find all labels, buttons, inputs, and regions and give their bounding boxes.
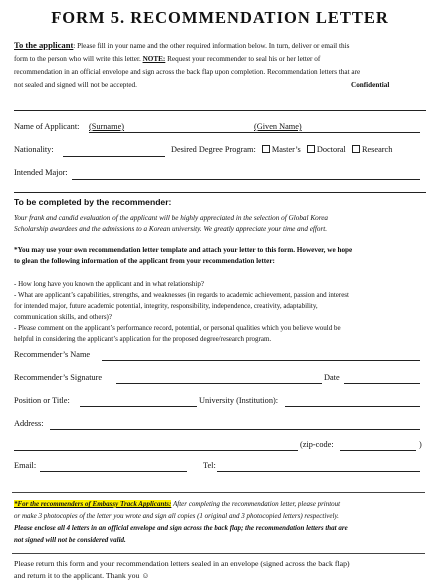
list-item: - How long have you known the applicant and in what relationship? xyxy=(14,280,204,288)
date-label: Date xyxy=(324,373,340,382)
university-field[interactable] xyxy=(285,406,420,407)
doctoral-checkbox[interactable] xyxy=(307,145,315,153)
applicant-name-label: Name of Applicant: xyxy=(14,122,80,131)
zip-code-label: (zip-code: xyxy=(300,440,334,449)
email-field[interactable] xyxy=(40,471,187,472)
closing-line2: and return it to the applicant. Thank you ☺ xyxy=(14,571,150,580)
address-field-line1[interactable] xyxy=(50,429,420,430)
applicant-text-line2: form to the person who will write this letter. xyxy=(14,55,143,63)
embassy-track-highlight: *For the recommenders of Embassy Track Applicants: xyxy=(14,500,172,508)
applicant-instructions xyxy=(14,39,426,92)
recommender-intro xyxy=(14,213,426,235)
applicant-text-line1: : Please fill in your name and the other required information below. In turn, deliver or email this xyxy=(73,42,350,50)
position-label: Position or Title: xyxy=(14,396,70,405)
date-field[interactable] xyxy=(344,383,420,384)
masters-checkbox[interactable] xyxy=(262,145,270,153)
recommender-signature-label: Recommender’s Signature xyxy=(14,373,103,382)
doctoral-option-label: Doctoral xyxy=(316,145,346,154)
list-item: communication skills, and others)? xyxy=(14,313,112,321)
research-checkbox[interactable] xyxy=(352,145,360,153)
note-label: NOTE: xyxy=(142,55,166,63)
embassy-line2: or make 3 photocopies of the letter you wrote and sign all copies (1 original and 3 photocopied letters) respectively. xyxy=(14,512,339,520)
recommender-signature-field[interactable] xyxy=(116,383,322,384)
form-title: FORM 5. RECOMMENDATION LETTER xyxy=(51,8,389,27)
position-field[interactable] xyxy=(80,406,197,407)
template-note xyxy=(14,245,426,267)
address-field-line2[interactable] xyxy=(14,450,298,451)
recommender-name-field[interactable] xyxy=(102,360,420,361)
zip-code-close: ) xyxy=(419,440,422,449)
closing-text xyxy=(14,558,426,582)
confidential-label: Confidential xyxy=(351,81,390,89)
divider xyxy=(14,110,426,111)
email-label: Email: xyxy=(14,461,37,470)
list-item: - What are applicant’s capabilities, strengths, and weaknesses (in regards to academic achievement, passion and interest xyxy=(14,291,349,299)
list-item: helpful in considering the applicant’s application for the proposed degree/research program. xyxy=(14,335,272,343)
applicant-text-line3: recommendation in an official envelope and sign across the back flap upon completion. Recommendation letters that are xyxy=(14,68,361,76)
intended-major-field[interactable] xyxy=(72,179,420,180)
intro-line2: Scholarship awardees and the admissions to a Korean university. We greatly appreciate your time and effort. xyxy=(14,225,328,233)
embassy-line3: Please enclose all 4 letters in an official envelope and sign across the back flap; the recommendation letters that are xyxy=(14,524,348,532)
template-note-line1: *You may use your own recommendation letter template and attach your letter to this form. However, we hope xyxy=(14,246,353,254)
nationality-label: Nationality: xyxy=(14,145,54,154)
applicant-heading: To the applicant xyxy=(14,40,74,50)
guidance-list xyxy=(14,279,426,345)
applicant-name-field[interactable] xyxy=(89,132,420,133)
applicant-text-line4: not sealed and signed will not be accepted. xyxy=(14,81,137,89)
recommender-heading: To be completed by the recommender: xyxy=(14,197,172,207)
intended-major-label: Intended Major: xyxy=(14,168,68,177)
template-note-line2: to glean the following information of the applicant from your recommendation letter: xyxy=(14,257,275,265)
nationality-field[interactable] xyxy=(63,156,165,157)
list-item: - Please comment on the applicant’s performance record, potential, or personal qualities which you believe would be xyxy=(14,324,341,332)
masters-option-label: Master’s xyxy=(271,145,301,154)
intro-line1: Your frank and candid evaluation of the applicant will be highly appreciated in the selection of Global Korea xyxy=(14,214,329,222)
zip-code-field[interactable] xyxy=(340,450,416,451)
address-label: Address: xyxy=(14,419,44,428)
tel-field[interactable] xyxy=(217,471,420,472)
applicant-text-line2-rest: Request your recommender to seal his or her letter of xyxy=(165,55,321,63)
embassy-note xyxy=(14,498,426,546)
tel-label: Tel: xyxy=(203,461,216,470)
degree-program-label xyxy=(171,145,392,154)
embassy-line4: not signed will not be considered valid. xyxy=(14,536,126,544)
embassy-line1: After completing the recommendation letter, please printout xyxy=(171,500,341,508)
recommender-name-label: Recommender’s Name xyxy=(14,350,91,359)
list-item: for intended major, future academic potential, integrity, responsibility, independence, creativity, adaptability, xyxy=(14,302,318,310)
research-option-label: Research xyxy=(361,145,393,154)
degree-program-text: Desired Degree Program: xyxy=(171,145,256,154)
divider xyxy=(14,192,426,193)
surname-label: (Surname) xyxy=(89,122,125,131)
closing-line1: Please return this form and your recommendation letters sealed in an envelope (signed across the back flap) xyxy=(14,559,350,568)
given-name-label: (Given Name) xyxy=(254,122,302,131)
university-label: University (Institution): xyxy=(199,396,279,405)
